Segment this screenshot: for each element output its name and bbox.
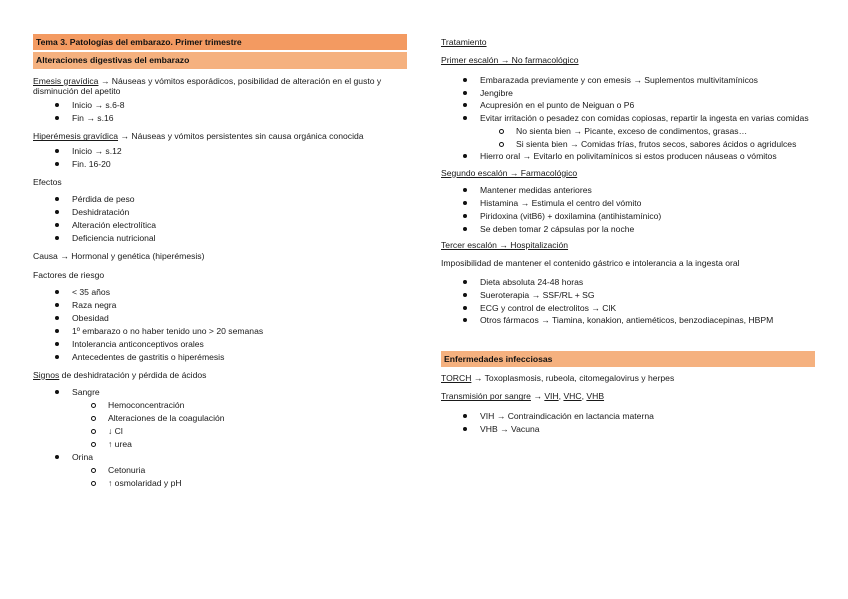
list-item: Otros fármacos → Tiamina, konakion, antieméticos, benzodiacepinas, HBPM <box>441 315 815 325</box>
list-item: Piridoxina (vitB6) + doxilamina (antihistamínico) <box>441 211 815 221</box>
causa-text: Causa → Hormonal y genética (hiperémesis) <box>33 251 205 262</box>
list-item: Inicio → s.6-8 <box>33 100 407 110</box>
section-header-infectious: Enfermedades infecciosas <box>441 351 815 367</box>
orina-item <box>33 452 407 489</box>
orina-sublist <box>72 465 407 488</box>
list-item: Dieta absoluta 24-48 horas <box>441 277 815 287</box>
right-column <box>441 34 815 437</box>
list-item: 1º embarazo o no haber tenido uno > 20 semanas <box>33 326 407 336</box>
segundo-escalon-heading: Segundo escalón → Farmacológico <box>441 167 578 178</box>
list-item: Obesidad <box>33 313 407 323</box>
list-item: VHB → Vacuna <box>441 424 815 434</box>
signos-desc: de deshidratación y pérdida de ácidos <box>59 369 207 380</box>
torch-term: TORCH <box>441 373 472 384</box>
transmision-term: Transmisión por sangre <box>441 391 531 402</box>
factores-list <box>33 287 407 362</box>
list-item: Antecedentes de gastritis o hiperémesis <box>33 352 407 362</box>
list-item: Hierro oral → Evitarlo en polivitamínicos si estos producen náuseas o vómitos <box>441 151 815 161</box>
list-item: Fin. 16-20 <box>33 159 407 169</box>
list-item: Mantener medidas anteriores <box>441 185 815 195</box>
list-item: ↑ urea <box>72 439 407 449</box>
signos-term: Signos <box>33 369 60 380</box>
list-item <box>441 113 815 149</box>
segundo-escalon-list <box>441 185 815 234</box>
transmision-list <box>441 411 815 434</box>
emesis-list <box>33 100 407 123</box>
list-item: Fin → s.16 <box>33 113 407 123</box>
list-item: VIH → Contraindicación en lactancia materna <box>441 411 815 421</box>
torch-paragraph <box>441 373 815 383</box>
vhc-term: VHC <box>563 391 582 402</box>
list-item: Histamina → Estimula el centro del vómito <box>441 198 815 208</box>
primer-escalon-sublist <box>480 126 815 149</box>
list-item: < 35 años <box>33 287 407 297</box>
efectos-label: Efectos <box>33 177 62 187</box>
list-item: Hemoconcentración <box>72 400 407 410</box>
list-item: No sienta bien → Picante, exceso de condimentos, grasas… <box>480 126 815 136</box>
tratamiento-heading: Tratamiento <box>441 37 487 47</box>
list-item: Acupresión en el punto de Neiguan o P6 <box>441 100 815 110</box>
transmision-paragraph <box>441 391 815 401</box>
section-header-digestive: Alteraciones digestivas del embarazo <box>33 52 407 68</box>
primer-escalon-list <box>441 75 815 162</box>
list-item: Alteraciones de la coagulación <box>72 413 407 423</box>
list-item: Pérdida de peso <box>33 194 407 204</box>
hiperemesis-term: Hiperémesis gravídica <box>33 131 119 142</box>
page-title: Tema 3. Patologías del embarazo. Primer trimestre <box>33 34 407 50</box>
sangre-label: Sangre <box>72 387 100 398</box>
list-item: Sueroterapia → SSF/RL + SG <box>441 290 815 300</box>
transmision-arrow: → <box>530 391 545 402</box>
list-item: Intolerancia anticonceptivos orales <box>33 339 407 349</box>
vih-term: VIH <box>544 391 559 402</box>
list-item: ↑ osmolaridad y pH <box>72 478 407 488</box>
tercer-escalon-heading: Tercer escalón → Hospitalización <box>441 240 569 251</box>
signos-paragraph <box>33 370 407 380</box>
signos-list <box>33 387 407 488</box>
list-item: Deficiencia nutricional <box>33 233 407 243</box>
list-item: Alteración electrolítica <box>33 220 407 230</box>
vhb-term: VHB <box>586 391 605 402</box>
list-item: Deshidratación <box>33 207 407 217</box>
torch-desc: → Toxoplasmosis, rubeola, citomegalovirus y herpes <box>471 373 675 384</box>
list-item: ECG y control de electrolitos → ClK <box>441 303 815 313</box>
factores-label: Factores de riesgo <box>33 269 105 280</box>
list-item: ↓ Cl <box>72 426 407 436</box>
sangre-item <box>33 387 407 449</box>
emesis-term: Emesis gravídica <box>33 75 99 86</box>
hiperemesis-list <box>33 146 407 169</box>
sangre-sublist <box>72 400 407 449</box>
primer-escalon-heading: Primer escalón → No farmacológico <box>441 55 579 66</box>
separator: , <box>558 391 564 402</box>
tercer-escalon-list <box>441 277 815 326</box>
efectos-list <box>33 194 407 243</box>
list-item-text: Evitar irritación o pesadez con comidas copiosas, repartir la ingesta en varias comidas <box>480 113 809 124</box>
tercer-escalon-desc: Imposibilidad de mantener el contenido gástrico e intolerancia a la ingesta oral <box>441 258 740 269</box>
list-item: Si sienta bien → Comidas frías, frutos secos, sabores ácidos o agridulces <box>480 139 815 149</box>
separator: , <box>581 391 587 402</box>
orina-label: Orina <box>72 452 94 463</box>
left-column <box>33 34 407 491</box>
emesis-desc: → Náuseas y vómitos esporádicos, posibilidad de alteración en el gusto y disminución del apetito <box>33 75 382 96</box>
list-item: Jengibre <box>441 88 815 98</box>
emesis-paragraph <box>33 76 407 97</box>
list-item: Se deben tomar 2 cápsulas por la noche <box>441 224 815 234</box>
hiperemesis-desc: → Náuseas y vómitos persistentes sin causa orgánica conocida <box>118 131 364 142</box>
list-item: Cetonuria <box>72 465 407 475</box>
list-item: Raza negra <box>33 300 407 310</box>
hiperemesis-paragraph <box>33 131 407 141</box>
list-item: Embarazada previamente y con emesis → Suplementos multivitamínicos <box>441 75 815 85</box>
list-item: Inicio → s.12 <box>33 146 407 156</box>
